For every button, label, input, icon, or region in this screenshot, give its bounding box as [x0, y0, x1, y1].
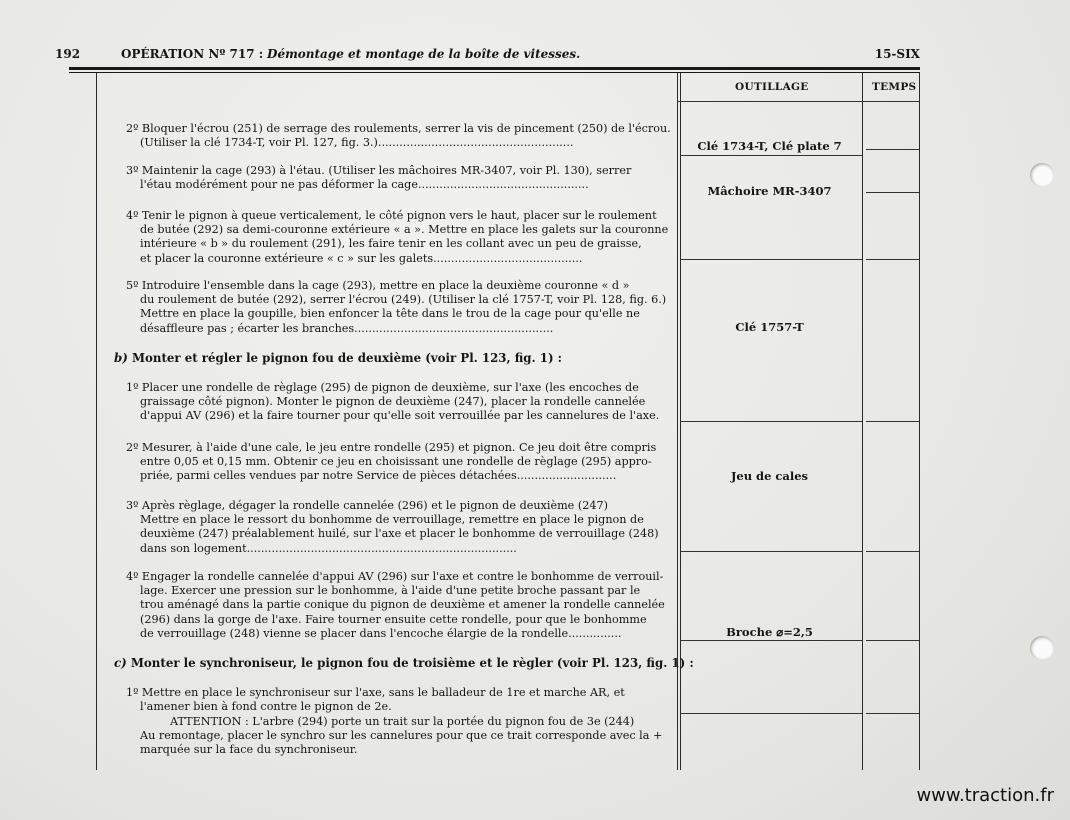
- time-column-line: [862, 73, 863, 770]
- step-paragraph: 2º Bloquer l'écrou (251) de serrage des roulements, serrer la vis de pincement (250) de l'écrou. (Utiliser la clé 1734-T, voir Pl. 127, fig. 3.).......................................................: [126, 122, 671, 150]
- page-header-title: [121, 47, 580, 61]
- tool-label: Mâchoire MR-3407: [707, 184, 832, 198]
- model-label: 15-SIX: [874, 47, 920, 61]
- tool-label: Clé 1734-T, Clé plate 7: [697, 139, 842, 153]
- time-row-rule: [866, 551, 919, 552]
- header-rule-thick: [69, 67, 920, 70]
- time-row-rule: [866, 149, 919, 150]
- time-column-header: TEMPS: [872, 81, 917, 93]
- tool-row-rule: [680, 551, 862, 552]
- tool-label: Broche ⌀=2,5: [726, 625, 813, 639]
- step-paragraph: 3º Après règlage, dégager la rondelle cannelée (296) et le pignon de deuxième (247) Mettre en place le ressort du bonhomme de verrouillage, remettre en place le pignon de deuxième (247) préalablement huilé, sur l'axe et placer le bonhomme de verrouillage (248) dans son logement............................................................................: [126, 499, 659, 555]
- tool-label: Clé 1757-T: [735, 320, 804, 334]
- time-row-rule: [866, 259, 919, 260]
- tool-row-rule: [680, 259, 862, 260]
- attention-note: ATTENTION : L'arbre (294) porte un trait sur la portée du pignon fou de 3e (244) Au remontage, placer le synchro sur les cannelures pour que ce trait corresponde avec la + marquée sur la face du synchroniseur.: [140, 715, 663, 757]
- step-paragraph: 2º Mesurer, à l'aide d'une cale, le jeu entre rondelle (295) et pignon. Ce jeu doit être compris entre 0,05 et 0,15 mm. Obtenir ce jeu en choisissant une rondelle de règlage (295) appro- priée, parmi celles vendues par notre Service de pièces détachées............................: [126, 441, 657, 483]
- column-header-rule: [677, 101, 920, 102]
- operation-title: Démontage et montage de la boîte de vitesses.: [267, 47, 581, 61]
- step-paragraph: 4º Engager la rondelle cannelée d'appui AV (296) sur l'axe et contre le bonhomme de verrouil- lage. Exercer une pression sur le bonhomme, à l'aide d'une petite broche passant par le trou aménagé dans la partie conique du pignon de deuxième et amener la rondelle cannelée (296) dans la gorge de l'axe. Faire tourner ensuite cette rondelle, pour que le bonhomme de verrouillage (248) vienne se placer dans l'encoche élargie de la rondelle...............: [126, 570, 665, 640]
- time-row-rule: [866, 713, 919, 714]
- operation-label: OPÉRATION Nº 717 :: [121, 47, 264, 61]
- step-paragraph: 5º Introduire l'ensemble dans la cage (293), mettre en place la deuxième couronne « d » du roulement de butée (292), serrer l'écrou (249). (Utiliser la clé 1757-T, voir Pl. 128, fig. 6.) Mettre en place la goupille, bien enfoncer la tête dans le trou de la cage pour qu'elle ne désaffleure pas ; écarter les branches........................................................: [126, 279, 667, 335]
- page-number: 192: [55, 47, 81, 61]
- step-paragraph: 1º Placer une rondelle de règlage (295) de pignon de deuxième, sur l'axe (les encoches de graissage côté pignon). Monter le pignon de deuxième (247), placer la rondelle cannelée d'appui AV (296) et la faire tourner pour qu'elle soit verrouillée par les cannelures de l'axe.: [126, 381, 660, 423]
- section-heading: b) Monter et régler le pignon fou de deuxième (voir Pl. 123, fig. 1) :: [114, 351, 563, 365]
- time-row-rule: [866, 640, 919, 641]
- watermark: www.traction.fr: [916, 785, 1054, 806]
- binder-hole: [1030, 163, 1054, 187]
- step-paragraph: 1º Mettre en place le synchroniseur sur l'axe, sans le balladeur de 1re et marche AR, et l'amener bien à fond contre le pignon de 2e.: [126, 686, 625, 714]
- tool-row-rule: [680, 713, 862, 714]
- tools-column-header: OUTILLAGE: [735, 81, 809, 93]
- time-row-rule: [866, 421, 919, 422]
- right-border-line: [919, 73, 920, 770]
- header-rule-thin: [69, 72, 920, 73]
- tool-label: Jeu de cales: [730, 469, 809, 483]
- section-heading: c) Monter le synchroniseur, le pignon fou de troisième et le règler (voir Pl. 123, fig. 1) :: [114, 656, 694, 670]
- binder-hole: [1030, 636, 1054, 660]
- step-paragraph: 4º Tenir le pignon à queue verticalement, le côté pignon vers le haut, placer sur le roulement de butée (292) sa demi-couronne extérieure « a ». Mettre en place les galets sur la couronne intérieure « b » du roulement (291), les faire tenir en les collant avec un peu de graisse, et placer la couronne extérieure « c » sur les galets..........................................: [126, 209, 669, 265]
- tool-row-rule: [680, 155, 862, 156]
- left-margin-line: [96, 73, 97, 770]
- tool-row-rule: [680, 640, 862, 641]
- step-paragraph: 3º Maintenir la cage (293) à l'étau. (Utiliser les mâchoires MR-3407, voir Pl. 130), serrer l'étau modérément pour ne pas déformer la cage................................................: [126, 164, 632, 192]
- time-row-rule: [866, 192, 919, 193]
- tool-row-rule: [680, 421, 862, 422]
